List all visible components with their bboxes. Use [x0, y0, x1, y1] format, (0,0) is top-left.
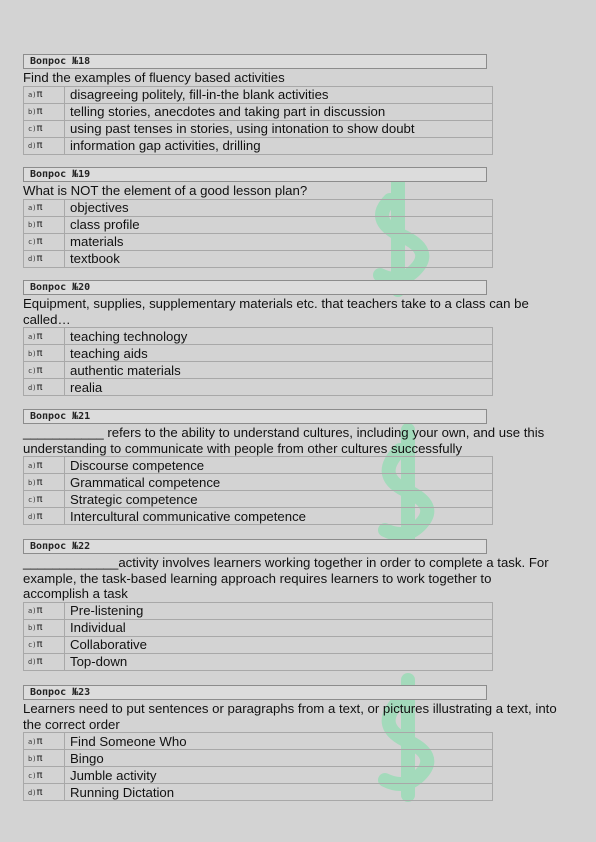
option-letter: d)π — [24, 508, 65, 525]
option-marker: π — [36, 786, 43, 798]
answer-option[interactable] — [24, 137, 493, 154]
answer-option[interactable] — [24, 750, 493, 767]
option-text: Find Someone Who — [65, 733, 493, 750]
question-text: ___________ refers to the ability to understand cultures, including your own, and use this understanding to communicate with people from other cultures successfully — [23, 425, 545, 456]
option-letter: a)π — [24, 602, 65, 619]
option-letter: d)π — [24, 784, 65, 801]
option-text: Strategic competence — [65, 491, 493, 508]
answer-option[interactable] — [24, 508, 493, 525]
option-text: Pre-listening — [65, 602, 493, 619]
question-18 — [23, 54, 563, 155]
answer-option[interactable] — [24, 199, 493, 216]
option-text: disagreeing politely, fill-in-the blank activities — [65, 86, 493, 103]
answer-options — [23, 732, 493, 801]
answer-option[interactable] — [24, 250, 493, 267]
option-text: authentic materials — [65, 362, 493, 379]
option-text: Collaborative — [65, 636, 493, 653]
answer-options — [23, 86, 493, 155]
option-text: class profile — [65, 216, 493, 233]
option-letter: d)π — [24, 653, 65, 670]
question-text: _____________activity involves learners working together in order to complete a task. For example, the task-based learning approach requires learners to work together to accomplish a task — [23, 555, 549, 601]
answer-option[interactable] — [24, 653, 493, 670]
question-text: Learners need to put sentences or paragraphs from a text, or pictures illustrating a text, into the correct order — [23, 701, 557, 732]
answer-option[interactable] — [24, 379, 493, 396]
question-20 — [23, 280, 563, 396]
option-marker: π — [36, 89, 43, 100]
option-marker: π — [36, 381, 43, 393]
question-19 — [23, 167, 563, 268]
answer-option[interactable] — [24, 233, 493, 250]
question-text: Equipment, supplies, supplementary materials etc. that teachers take to a class can be called… — [23, 296, 529, 327]
answer-option[interactable] — [24, 328, 493, 345]
option-marker: π — [36, 639, 43, 650]
question-number: Вопрос №21 — [23, 409, 487, 424]
option-letter: d)π — [24, 379, 65, 396]
option-letter: b)π — [24, 750, 65, 767]
option-letter: d)π — [24, 250, 65, 267]
option-letter: b)π — [24, 619, 65, 636]
question-22 — [23, 539, 563, 671]
answer-option[interactable] — [24, 216, 493, 233]
option-text: Discourse competence — [65, 457, 493, 474]
option-text: Jumble activity — [65, 767, 493, 784]
option-marker: π — [36, 769, 43, 781]
answer-option[interactable] — [24, 345, 493, 362]
option-marker: π — [36, 253, 43, 264]
option-letter: c)π — [24, 233, 65, 250]
answer-option[interactable] — [24, 457, 493, 474]
option-marker: π — [36, 752, 43, 764]
option-text: realia — [65, 379, 493, 396]
answer-option[interactable] — [24, 767, 493, 784]
option-letter: a)π — [24, 733, 65, 750]
option-marker: π — [36, 476, 43, 488]
option-letter: b)π — [24, 103, 65, 120]
option-text: teaching aids — [65, 345, 493, 362]
option-letter: c)π — [24, 491, 65, 508]
option-marker: π — [36, 140, 43, 151]
option-marker: π — [36, 202, 43, 213]
option-letter: b)π — [24, 216, 65, 233]
answer-option[interactable] — [24, 491, 493, 508]
option-text: objectives — [65, 199, 493, 216]
option-letter: c)π — [24, 362, 65, 379]
option-letter: b)π — [24, 345, 65, 362]
option-marker: π — [36, 510, 43, 522]
option-text: teaching technology — [65, 328, 493, 345]
option-letter: c)π — [24, 120, 65, 137]
option-text: Grammatical competence — [65, 474, 493, 491]
option-marker: π — [36, 622, 43, 633]
answer-option[interactable] — [24, 120, 493, 137]
option-marker: π — [36, 330, 43, 342]
option-text: materials — [65, 233, 493, 250]
option-text: textbook — [65, 250, 493, 267]
option-letter: a)π — [24, 457, 65, 474]
answer-option[interactable] — [24, 86, 493, 103]
option-text: using past tenses in stories, using intonation to show doubt — [65, 120, 493, 137]
question-number: Вопрос №22 — [23, 539, 487, 554]
question-text: What is NOT the element of a good lesson plan? — [23, 183, 308, 198]
option-text: Individual — [65, 619, 493, 636]
option-letter: a)π — [24, 199, 65, 216]
option-text: Bingo — [65, 750, 493, 767]
question-number: Вопрос №20 — [23, 280, 487, 295]
option-letter: b)π — [24, 474, 65, 491]
option-text: Intercultural communicative competence — [65, 508, 493, 525]
option-marker: π — [36, 656, 43, 667]
answer-option[interactable] — [24, 733, 493, 750]
option-letter: c)π — [24, 636, 65, 653]
answer-option[interactable] — [24, 636, 493, 653]
answer-options — [23, 199, 493, 268]
option-text: Top-down — [65, 653, 493, 670]
option-letter: c)π — [24, 767, 65, 784]
answer-option[interactable] — [24, 474, 493, 491]
option-marker: π — [36, 735, 43, 747]
answer-option[interactable] — [24, 362, 493, 379]
question-number: Вопрос №23 — [23, 685, 487, 700]
option-marker: π — [36, 123, 43, 134]
option-marker: π — [36, 236, 43, 247]
answer-options — [23, 602, 493, 671]
option-text: telling stories, anecdotes and taking part in discussion — [65, 103, 493, 120]
option-marker: π — [36, 459, 43, 471]
answer-options — [23, 456, 493, 525]
option-text: Running Dictation — [65, 784, 493, 801]
option-text: information gap activities, drilling — [65, 137, 493, 154]
option-marker: π — [36, 605, 43, 616]
answer-options — [23, 327, 493, 396]
answer-option[interactable] — [24, 103, 493, 120]
question-number: Вопрос №18 — [23, 54, 487, 69]
answer-option[interactable] — [24, 619, 493, 636]
question-text: Find the examples of fluency based activities — [23, 70, 285, 85]
question-23 — [23, 685, 563, 801]
answer-option[interactable] — [24, 602, 493, 619]
option-letter: a)π — [24, 86, 65, 103]
question-21 — [23, 409, 563, 525]
question-number: Вопрос №19 — [23, 167, 487, 182]
option-marker: π — [36, 219, 43, 230]
option-marker: π — [36, 364, 43, 376]
option-letter: a)π — [24, 328, 65, 345]
option-marker: π — [36, 347, 43, 359]
option-marker: π — [36, 106, 43, 117]
answer-option[interactable] — [24, 784, 493, 801]
option-marker: π — [36, 493, 43, 505]
option-letter: d)π — [24, 137, 65, 154]
